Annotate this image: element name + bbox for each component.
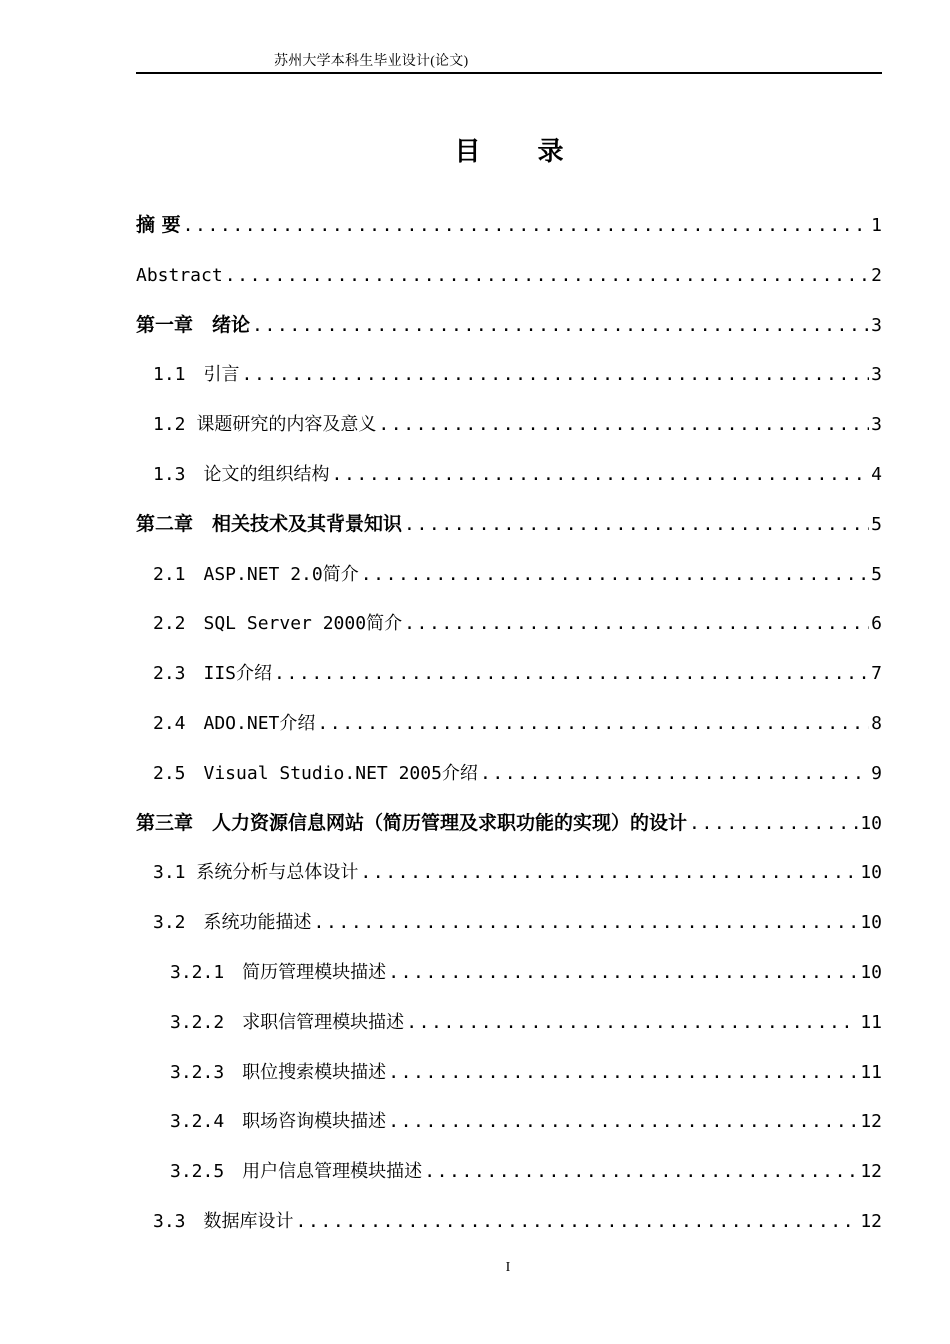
toc-entry-label: 3.2.1 简历管理模块描述 [170, 961, 387, 983]
toc-entry-label: 2.2 SQL Server 2000简介 [153, 613, 403, 635]
toc-dot-leader [378, 400, 869, 450]
toc-entry-label: 2.3 IIS介绍 [153, 663, 273, 685]
toc-dot-leader [480, 749, 869, 799]
toc-entry-label: 2.1 ASP.NET 2.0简介 [153, 563, 359, 585]
toc-entry[interactable] [136, 1097, 882, 1147]
toc-entry-label: 2.4 ADO.NET介绍 [153, 712, 316, 734]
toc-entry-label: Abstract [136, 264, 223, 286]
toc-entry-page: 3 [871, 414, 882, 436]
toc-entry-page: 1 [871, 215, 882, 236]
header-rule [136, 72, 882, 74]
toc-dot-leader [252, 301, 869, 351]
toc-entry-page: 3 [871, 314, 882, 336]
table-of-contents [136, 201, 882, 1247]
toc-dot-leader [242, 350, 870, 400]
toc-dot-leader [388, 1048, 858, 1098]
toc-entry-page: 8 [871, 712, 882, 734]
toc-dot-leader [424, 1147, 858, 1197]
toc-dot-leader [406, 998, 858, 1048]
toc-title: 目 录 [454, 137, 588, 167]
toc-entry-page: 10 [860, 862, 882, 884]
toc-entry-page: 12 [860, 1111, 882, 1133]
toc-entry-page: 6 [871, 613, 882, 635]
toc-entry[interactable] [136, 450, 882, 500]
toc-entry-label: 3.1 系统分析与总体设计 [153, 862, 359, 884]
toc-entry-label: 3.2.5 用户信息管理模块描述 [170, 1161, 423, 1183]
toc-entry-page: 11 [860, 1011, 882, 1033]
toc-entry[interactable] [136, 1197, 882, 1247]
toc-dot-leader [296, 1197, 859, 1247]
toc-entry[interactable] [136, 749, 882, 799]
toc-entry-label: 第一章 绪论 [136, 313, 251, 336]
toc-dot-leader [317, 699, 869, 749]
toc-dot-leader [360, 848, 858, 898]
toc-chapter-entry[interactable] [136, 301, 882, 351]
toc-entry[interactable] [136, 998, 882, 1048]
toc-entry-label: 1.1 引言 [153, 364, 240, 386]
toc-entry-label: 1.2 课题研究的内容及意义 [153, 414, 377, 436]
toc-entry-label: 2.5 Visual Studio.NET 2005介绍 [153, 762, 478, 784]
toc-entry-page: 12 [860, 1210, 882, 1232]
toc-entry-label: 3.2.4 职场咨询模块描述 [170, 1111, 387, 1133]
toc-entry-page: 11 [860, 1061, 882, 1083]
toc-entry[interactable] [136, 898, 882, 948]
toc-entry-label: 3.2 系统功能描述 [153, 912, 312, 934]
toc-entry-page: 5 [871, 563, 882, 585]
toc-entry[interactable] [136, 350, 882, 400]
toc-entry[interactable] [136, 1147, 882, 1197]
toc-dot-leader [388, 948, 858, 998]
toc-dot-leader [689, 799, 858, 849]
toc-entry-page: 2 [871, 264, 882, 286]
toc-entry[interactable] [136, 649, 882, 699]
toc-dot-leader [225, 251, 869, 301]
toc-entry[interactable] [136, 550, 882, 600]
toc-entry-page: 10 [860, 912, 882, 934]
toc-dot-leader [274, 649, 869, 699]
toc-entry-label: 3.2.3 职位搜索模块描述 [170, 1061, 387, 1083]
toc-dot-leader [404, 599, 869, 649]
toc-chapter-entry[interactable] [136, 201, 882, 251]
running-header: 苏州大学本科生毕业设计(论文) [274, 54, 469, 69]
toc-entry[interactable] [136, 400, 882, 450]
toc-dot-leader [388, 1097, 858, 1147]
toc-chapter-entry[interactable] [136, 500, 882, 550]
toc-entry-page: 12 [860, 1161, 882, 1183]
toc-entry-label: 摘 要 [136, 214, 181, 236]
toc-entry-page: 4 [871, 463, 882, 485]
toc-dot-leader [361, 550, 869, 600]
toc-entry-page: 10 [860, 961, 882, 983]
toc-dot-leader [183, 201, 870, 251]
toc-dot-leader [404, 500, 869, 550]
toc-entry[interactable] [136, 948, 882, 998]
toc-entry[interactable] [136, 599, 882, 649]
toc-entry-label: 第二章 相关技术及其背景知识 [136, 512, 403, 535]
toc-entry-page: 10 [860, 812, 882, 834]
toc-entry-label: 第三章 人力资源信息网站（简历管理及求职功能的实现）的设计 [136, 811, 688, 834]
toc-entry[interactable] [136, 699, 882, 749]
page-number: I [505, 1260, 511, 1275]
toc-entry-label: 3.3 数据库设计 [153, 1210, 294, 1232]
toc-chapter-entry[interactable] [136, 799, 882, 849]
toc-entry-page: 9 [871, 762, 882, 784]
toc-entry-label: 3.2.2 求职信管理模块描述 [170, 1011, 405, 1033]
toc-entry-page: 5 [871, 513, 882, 535]
toc-dot-leader [314, 898, 859, 948]
toc-entry-page: 7 [871, 663, 882, 685]
toc-entry-page: 3 [871, 364, 882, 386]
toc-entry[interactable] [136, 1048, 882, 1098]
toc-entry-label: 1.3 论文的组织结构 [153, 463, 330, 485]
toc-entry[interactable] [136, 848, 882, 898]
toc-dot-leader [332, 450, 870, 500]
toc-entry[interactable] [136, 251, 882, 301]
